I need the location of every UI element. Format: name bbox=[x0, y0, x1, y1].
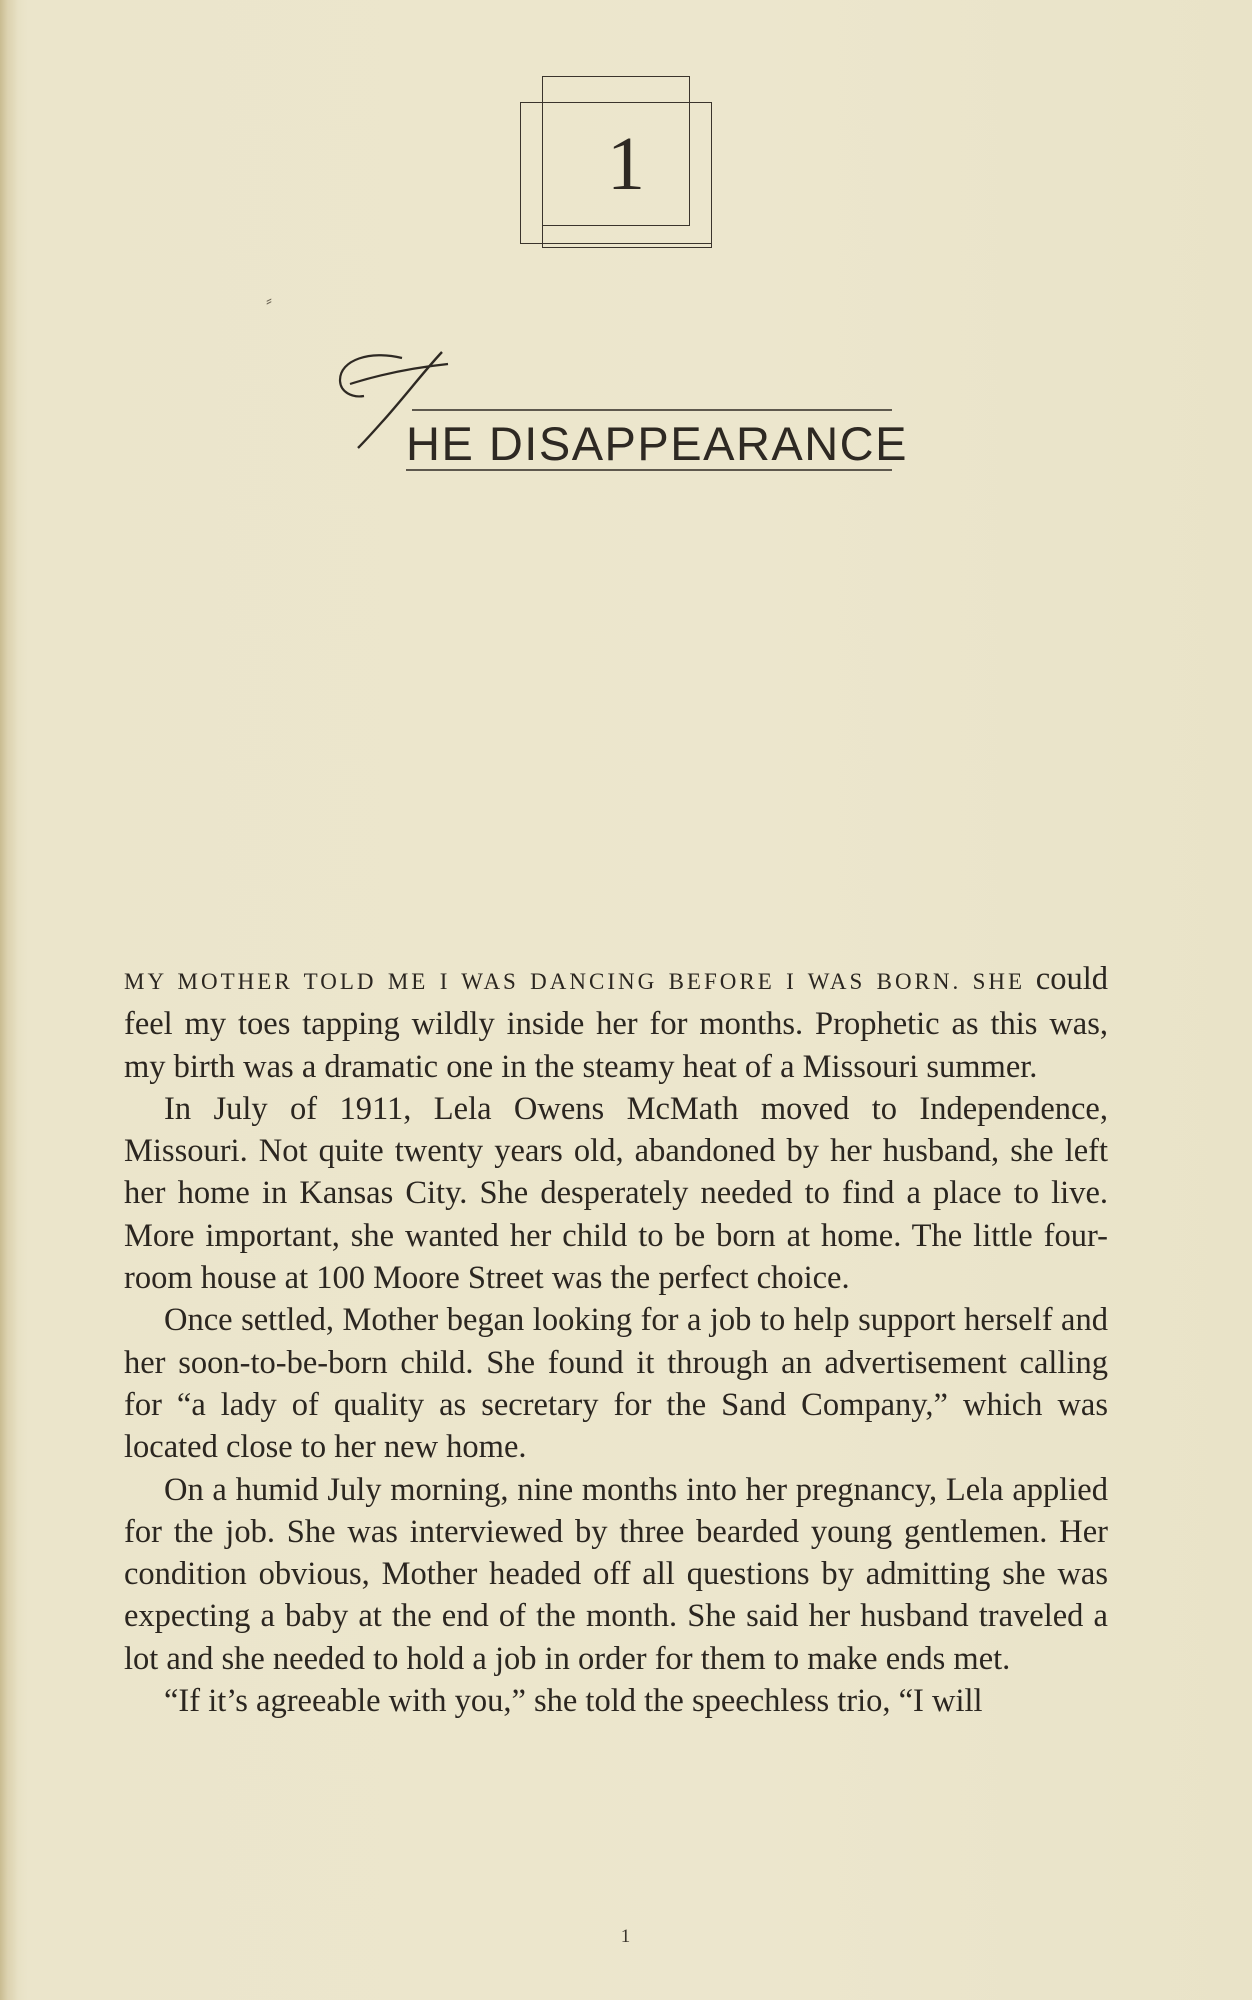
paragraph-5: “If it’s agreeable with you,” she told the speechless trio, “I will bbox=[164, 1683, 983, 1720]
chapter-title bbox=[330, 330, 908, 490]
paragraph-3: Once settled, Mother began looking for a job to help support herself and her soon-to-be-born child. She found it through an advertisement calling for “a lady of quality as secretary for the Sand Company,” which was located close to her new home. bbox=[124, 1302, 1108, 1466]
spine-shadow bbox=[0, 0, 18, 2000]
page-number: 1 bbox=[620, 1926, 632, 1947]
paragraph-1 bbox=[124, 958, 1108, 1088]
paragraph-2: In July of 1911, Lela Owens McMath moved to Independence, Missouri. Not quite twenty years old, abandoned by her husband, she left her home in Kansas City. She desperately needed to find a place to live. More important, she wanted her child to be born at home. The little four-room house at 100 Moore Street was the perfect choice. bbox=[124, 1090, 1108, 1297]
lead-in-small-caps: MY MOTHER TOLD ME I WAS DANCING BEFORE I WAS BORN. SHE bbox=[124, 969, 1026, 994]
chapter-number-frame bbox=[520, 76, 712, 251]
paragraph-4: On a humid July morning, nine months into her pregnancy, Lela applied for the job. She was interviewed by three bearded young gentlemen. Her condition obvious, Mother headed off all questions by admitting she was expecting a baby at the end of the month. She said her husband traveled a lot and she needed to hold a job in order for them to make ends met. bbox=[124, 1471, 1108, 1677]
paragraph-1-text: could feel my toes tapping wildly inside her for months. Prophetic as this was, my birth was a dramatic one in the steamy heat of a Missouri summer. bbox=[124, 961, 1109, 1085]
ink-speck: ⸗ bbox=[266, 290, 272, 310]
body-text bbox=[124, 958, 1108, 1722]
chapter-title-text: HE DISAPPEARANCE bbox=[406, 417, 908, 470]
chapter-number: 1 bbox=[607, 122, 645, 206]
